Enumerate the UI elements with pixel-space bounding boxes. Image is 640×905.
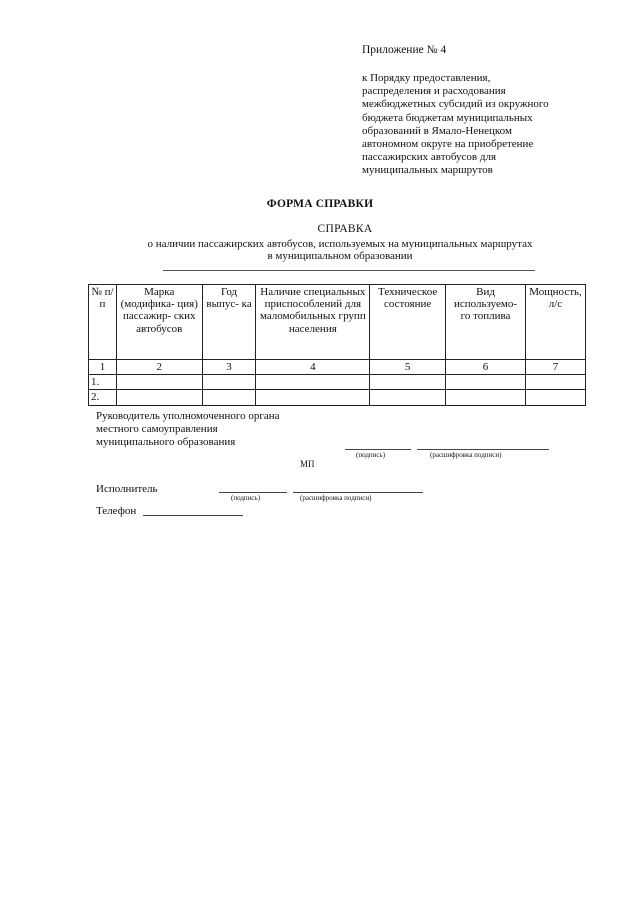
table-cell[interactable] bbox=[525, 390, 585, 405]
table-cell[interactable] bbox=[446, 390, 526, 405]
row-number: 1. bbox=[89, 375, 117, 390]
head-decoding-line[interactable] bbox=[417, 449, 549, 450]
column-number: 5 bbox=[370, 360, 446, 375]
appendix-line: к Порядку предоставления, bbox=[362, 72, 491, 84]
column-number: 1 bbox=[89, 360, 117, 375]
head-line: муниципального образования bbox=[96, 436, 236, 448]
table-cell[interactable] bbox=[370, 390, 446, 405]
column-number: 7 bbox=[525, 360, 585, 375]
column-number: 3 bbox=[202, 360, 256, 375]
table-cell[interactable] bbox=[256, 390, 370, 405]
phone-line[interactable] bbox=[143, 515, 243, 516]
appendix-line: муниципальных маршрутов bbox=[362, 164, 493, 177]
header-brand: Марка (модифика- ция) пассажир- ских автобусов bbox=[116, 285, 202, 360]
buses-table bbox=[88, 284, 586, 406]
table-cell[interactable] bbox=[116, 390, 202, 405]
column-number: 6 bbox=[446, 360, 526, 375]
phone-label: Телефон bbox=[96, 505, 137, 517]
subtitle-line-2: в муниципальном образовании bbox=[267, 250, 413, 262]
row-number: 2. bbox=[89, 390, 117, 405]
header-special-equipment: Наличие специальных приспособлений для маломобильных групп населения bbox=[256, 285, 370, 360]
appendix-line: распределения и расходования bbox=[362, 85, 506, 98]
table-cell[interactable] bbox=[370, 375, 446, 390]
table-header-row bbox=[89, 285, 586, 360]
header-technical-condition: Техническое состояние bbox=[370, 285, 446, 360]
head-signature-caption: (подпись) bbox=[356, 451, 386, 459]
table-cell[interactable] bbox=[202, 375, 256, 390]
column-number: 4 bbox=[256, 360, 370, 375]
executor-decoding-line[interactable] bbox=[293, 492, 423, 493]
appendix-line: образований в Ямало-Ненецком bbox=[362, 124, 512, 137]
header-power: Мощность, л/с bbox=[525, 285, 585, 360]
executor-signature-line[interactable] bbox=[219, 492, 287, 493]
header-year: Год выпус- ка bbox=[202, 285, 256, 360]
executor-label: Исполнитель bbox=[96, 483, 158, 495]
head-line: местного самоуправления bbox=[96, 423, 218, 435]
column-number: 2 bbox=[116, 360, 202, 375]
table-cell[interactable] bbox=[446, 375, 526, 390]
municipality-name-line bbox=[163, 270, 535, 271]
subtitle-line-1: о наличии пассажирских автобусов, используемых на муниципальных маршрутах bbox=[147, 238, 533, 250]
head-line: Руководитель уполномоченного органа bbox=[96, 410, 280, 422]
table-cell[interactable] bbox=[256, 375, 370, 390]
header-number: № п/п bbox=[89, 285, 117, 360]
table-cell[interactable] bbox=[202, 390, 256, 405]
certificate-title: СПРАВКА bbox=[317, 223, 373, 235]
executor-signature-caption: (подпись) bbox=[231, 494, 261, 502]
head-signatory-label bbox=[96, 410, 280, 449]
header-fuel-type: Вид используемо- го топлива bbox=[446, 285, 526, 360]
head-decoding-caption: (расшифровка подписи) bbox=[430, 451, 502, 459]
form-title: ФОРМА СПРАВКИ bbox=[266, 198, 374, 210]
certificate-subtitle bbox=[130, 238, 550, 262]
table-cell[interactable] bbox=[525, 375, 585, 390]
stamp-label: МП bbox=[300, 459, 315, 469]
table-column-numbers-row bbox=[89, 360, 586, 375]
appendix-description bbox=[362, 72, 612, 178]
appendix-line: бюджета бюджетам муниципальных bbox=[362, 111, 533, 124]
executor-decoding-caption: (расшифровка подписи) bbox=[300, 494, 372, 502]
table-cell[interactable] bbox=[116, 375, 202, 390]
table-row bbox=[89, 390, 586, 405]
appendix-line: автономном округе на приобретение bbox=[362, 138, 534, 151]
table-row bbox=[89, 375, 586, 390]
appendix-line: пассажирских автобусов для bbox=[362, 151, 497, 164]
appendix-line: межбюджетных субсидий из окружного bbox=[362, 98, 549, 111]
head-signature-line[interactable] bbox=[345, 449, 411, 450]
appendix-title: Приложение № 4 bbox=[362, 44, 447, 56]
